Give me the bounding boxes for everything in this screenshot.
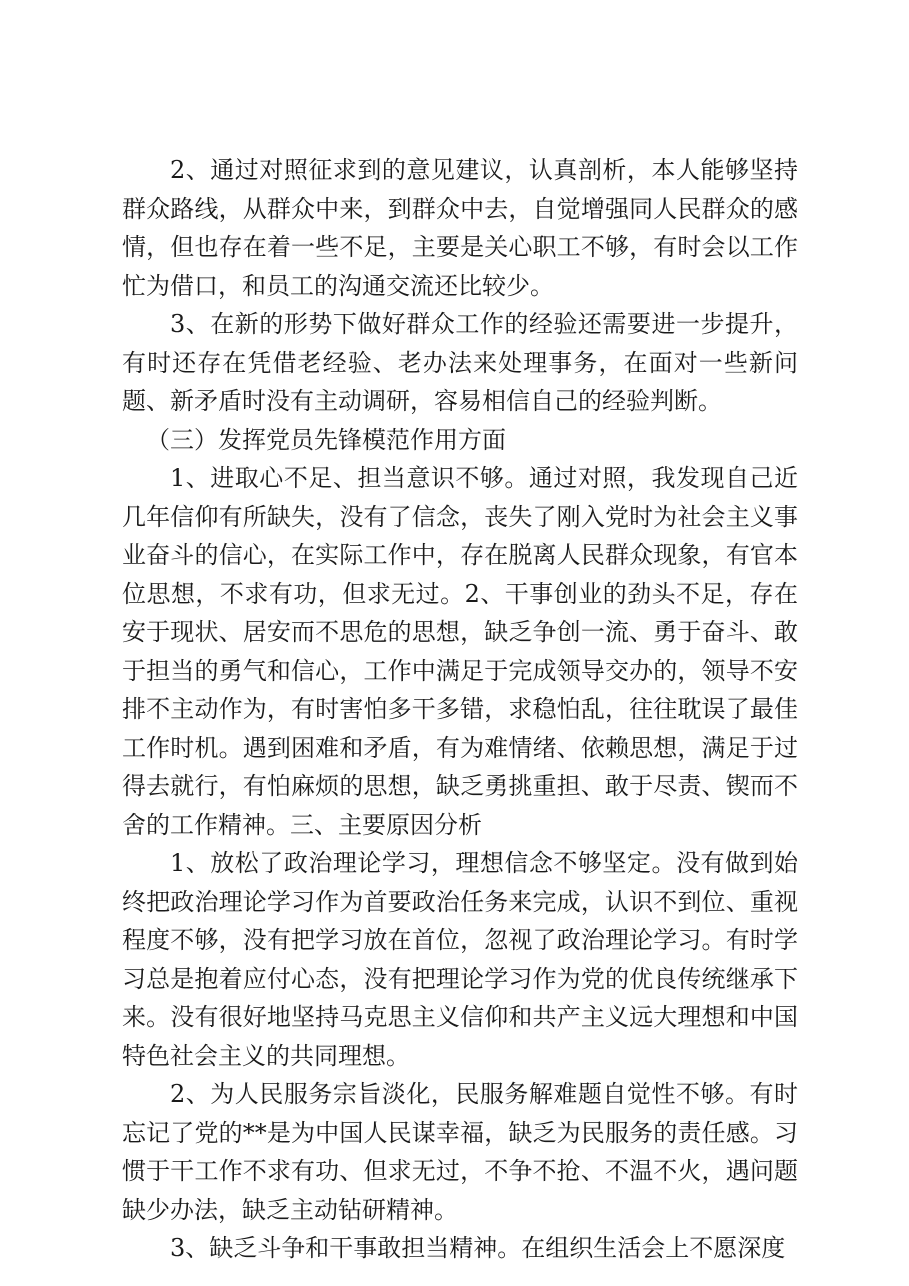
paragraph-enterprise-insufficient: 1、进取心不足、担当意识不够。通过对照，我发现自己近几年信仰有所缺失，没有了信念，丧失了刚入党时为社会主义事业奋斗的信心，在实际工作中，存在脱离人民群众现象，有官本位思想，不求有功，但求无过。2、干事创业的劲头不足，存在安于现状、居安而不思危的思想，缺乏争创一流、勇于奋斗、敢于担当的勇气和信心，工作中满足于完成领导交办的，领导不安排不主动作为，有时害怕多干多错，求稳怕乱，往往耽误了最佳工作时机。遇到困难和矛盾，有为难情绪、依赖思想，满足于过得去就行，有怕麻烦的思想，缺乏勇挑重担、敢于尽责、锲而不舍的工作精神。三、主要原因分析 xyxy=(122,464,798,839)
paragraph-mass-line: 2、通过对照征求到的意见建议，认真剖析，本人能够坚持群众路线，从群众中来，到群众中去，自觉增强同人民群众的感情，但也存在着一些不足，主要是关心职工不够，有时会以工作忙为借口，和员工的沟通交流还比较少。 xyxy=(122,156,798,300)
paragraph-mass-work-experience: 3、在新的形势下做好群众工作的经验还需要进一步提升，有时还存在凭借老经验、老办法来处理事务，在面对一些新问题、新矛盾时没有主动调研，容易相信自己的经验判断。 xyxy=(122,310,798,415)
paragraph-struggle-spirit: 3、缺乏斗争和干事敢担当精神。在组织生活会上不愿深度 xyxy=(170,1234,786,1262)
document-body xyxy=(122,151,798,1268)
paragraph-political-theory: 1、放松了政治理论学习，理想信念不够坚定。没有做到始终把政治理论学习作为首要政治任务来完成，认识不到位、重视程度不够，没有把学习放在首位，忽视了政治理论学习。有时学习总是抱着应付心态，没有把理论学习作为党的优良传统继承下来。没有很好地坚持马克思主义信仰和共产主义远大理想和中国特色社会主义的共同理想。 xyxy=(122,849,798,1070)
paragraph-service-purpose: 2、为人民服务宗旨淡化，民服务解难题自觉性不够。有时忘记了党的**是为中国人民谋幸福，缺乏为民服务的责任感。习惯于干工作不求有功、但求无过，不争不抢、不温不火，遇问题缺少办法，缺乏主动钻研精神。 xyxy=(122,1080,798,1224)
section-heading-vanguard-role: （三）发挥党员先锋模范作用方面 xyxy=(146,425,506,454)
